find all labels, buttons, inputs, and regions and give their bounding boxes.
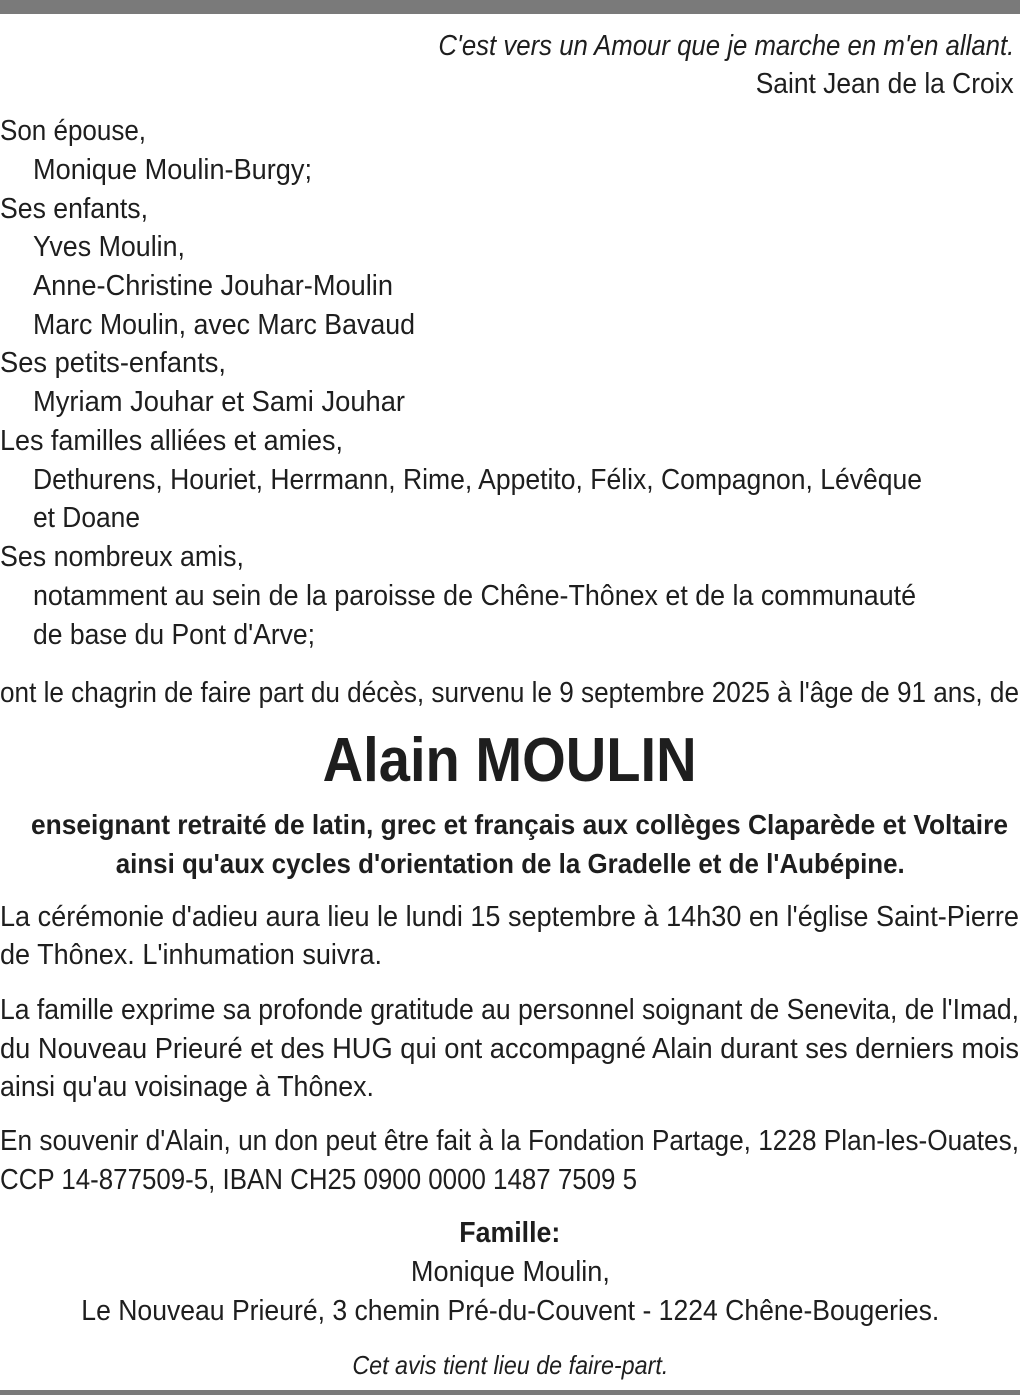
family-contact-name: Monique Moulin, (410, 1256, 610, 1288)
deceased-name: Alain MOULIN (322, 726, 697, 795)
mourner-name: et Doane (33, 502, 140, 534)
donation-text: CCP 14-877509-5, IBAN CH25 0900 0000 1487 7509 5 (0, 1164, 637, 1196)
ceremony-text: La cérémonie d'adieu aura lieu le lundi 15 septembre à 14h30 en l'église Saint-Pierre (0, 901, 1019, 933)
gratitude-text: ainsi qu'au voisinage à Thônex. (0, 1071, 374, 1103)
mourner-heading-children: Ses enfants, (0, 193, 148, 225)
mourner-heading-spouse: Son épouse, (0, 115, 146, 147)
gratitude-text: La famille exprime sa profonde gratitude au personnel soignant de Senevita, de l'Imad, (0, 994, 1019, 1026)
mourner-name: Monique Moulin-Burgy; (33, 154, 312, 186)
epigraph-author: Saint Jean de la Croix (756, 68, 1014, 100)
mourner-name: Marc Moulin, avec Marc Bavaud (33, 309, 415, 341)
epigraph-quote: C'est vers un Amour que je marche en m'en allant. (438, 30, 1014, 62)
donation-text: En souvenir d'Alain, un don peut être fait à la Fondation Partage, 1228 Plan-les-Ouates, (0, 1125, 1019, 1157)
mourner-name: Anne-Christine Jouhar-Moulin (33, 270, 393, 302)
mourner-name: notamment au sein de la paroisse de Chêne-Thônex et de la communauté (33, 580, 916, 612)
deceased-role: enseignant retraité de latin, grec et français aux collèges Claparède et Voltaire (30, 809, 1008, 840)
family-contact-address: Le Nouveau Prieuré, 3 chemin Pré-du-Couvent - 1224 Chêne-Bougeries. (80, 1295, 939, 1327)
gratitude-text: du Nouveau Prieuré et des HUG qui ont accompagné Alain durant ses derniers mois (0, 1033, 1019, 1065)
announcement-text: ont le chagrin de faire part du décès, survenu le 9 septembre 2025 à l'âge de 91 ans, de (0, 677, 1019, 709)
mourner-heading-families: Les familles alliées et amies, (0, 425, 343, 457)
footer-note: Cet avis tient lieu de faire-part. (352, 1350, 668, 1380)
ceremony-text: de Thônex. L'inhumation suivra. (0, 939, 382, 971)
mourner-heading-grandchildren: Ses petits-enfants, (0, 347, 226, 379)
bottom-rule (0, 1390, 1020, 1395)
family-contact-label: Famille: (459, 1217, 561, 1249)
mourner-name: Dethurens, Houriet, Herrmann, Rime, Appetito, Félix, Compagnon, Lévêque (33, 464, 922, 496)
top-rule (0, 0, 1020, 14)
mourner-name: de base du Pont d'Arve; (33, 619, 315, 651)
mourner-name: Myriam Jouhar et Sami Jouhar (33, 386, 405, 418)
deceased-role: ainsi qu'aux cycles d'orientation de la Gradelle et de l'Aubépine. (115, 848, 905, 879)
mourner-heading-friends: Ses nombreux amis, (0, 541, 244, 573)
mourner-name: Yves Moulin, (33, 231, 185, 263)
